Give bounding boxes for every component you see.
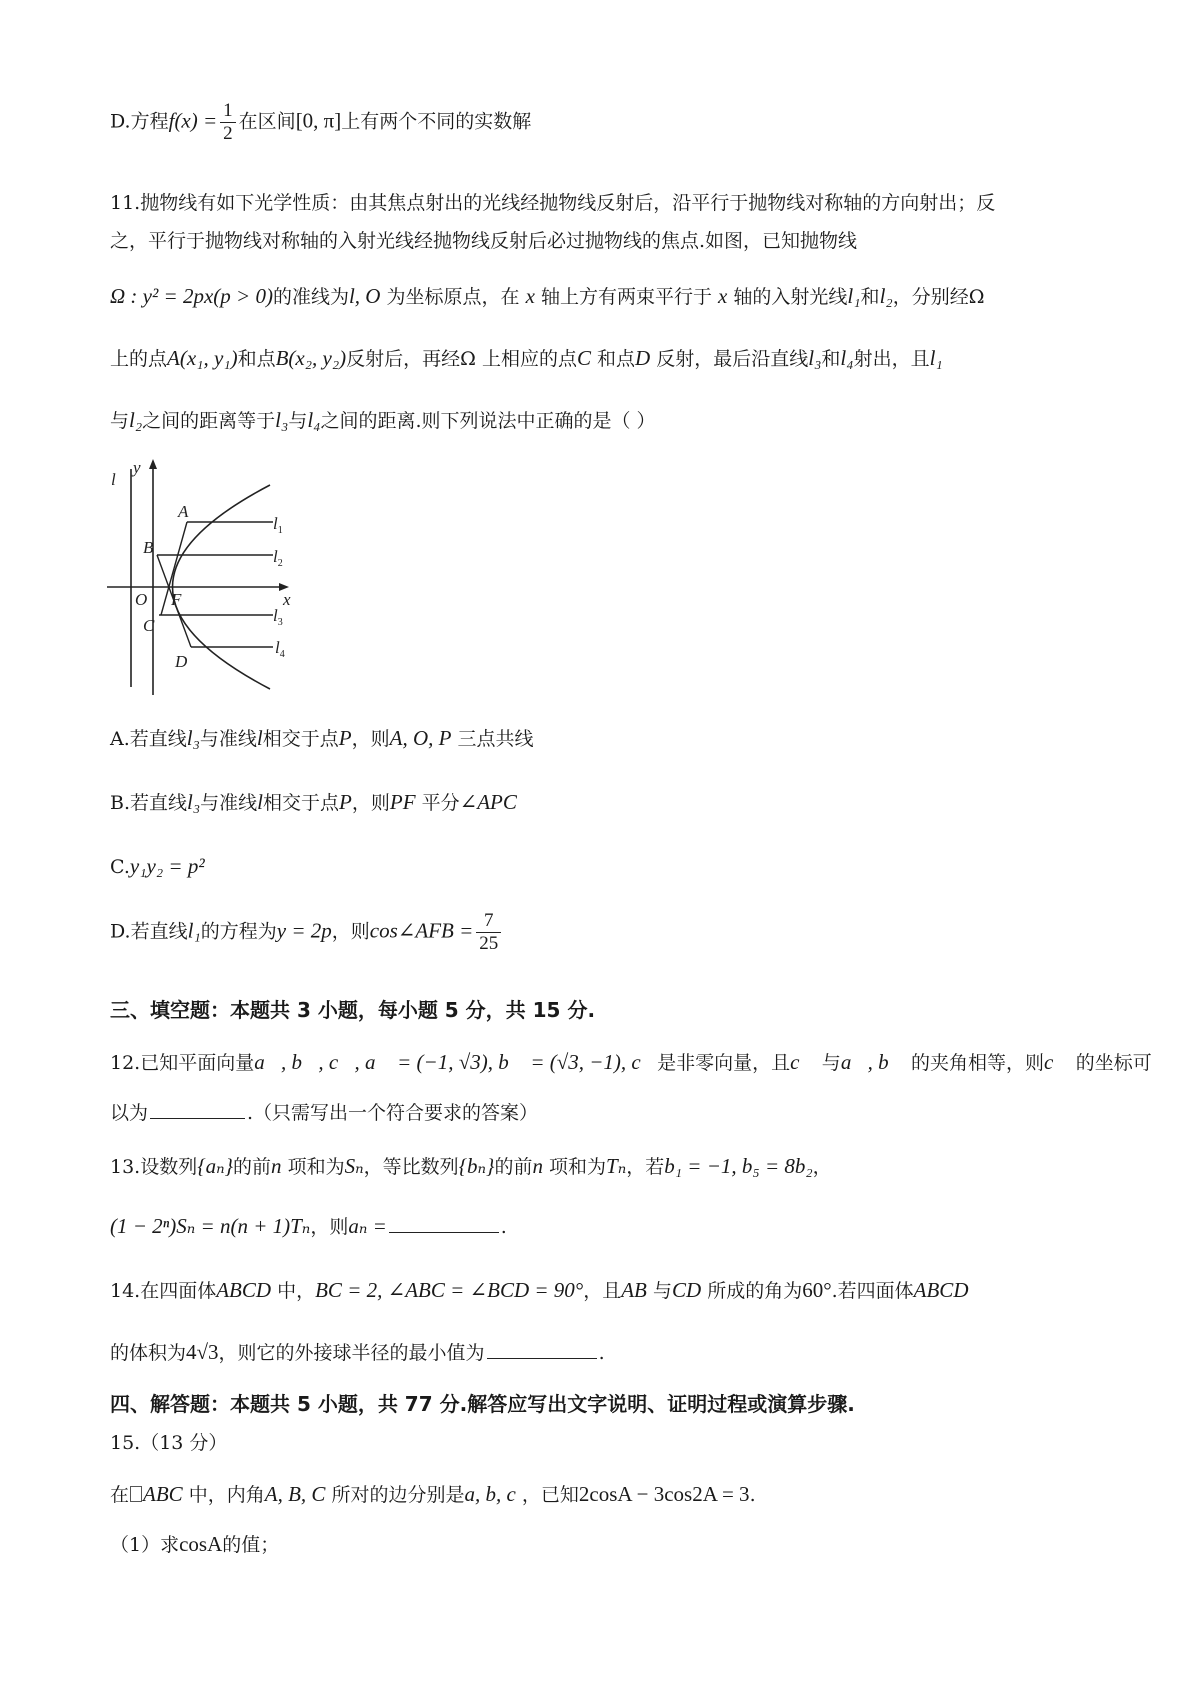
math: A, O, P	[389, 726, 452, 750]
text: ，则它的外接球半径的最小值为	[218, 1342, 485, 1364]
math: l₃	[275, 408, 289, 432]
text: ，若	[626, 1156, 665, 1178]
math: l₄	[307, 408, 321, 432]
text: ，分别经Ω	[892, 286, 985, 308]
triangle-symbol-placeholder	[130, 1486, 142, 1502]
q15-header: 15.（13 分）	[110, 1432, 228, 1454]
math: D	[635, 346, 651, 370]
text: 与	[821, 1052, 841, 1074]
text: 的夹角相等，则	[911, 1052, 1045, 1074]
text: 和点	[237, 348, 276, 370]
q11-line3	[110, 282, 1100, 311]
text: ，且	[583, 1280, 622, 1302]
math: n	[532, 1154, 543, 1178]
label-l4-main: l	[275, 638, 280, 657]
label-l2	[273, 547, 283, 569]
text: 在	[110, 1484, 130, 1506]
text: 项和为	[549, 1156, 607, 1178]
math: C	[576, 346, 591, 370]
text: 射出，且	[853, 348, 930, 370]
label-l2-sub: 2	[277, 558, 283, 569]
label-x: x	[283, 590, 291, 609]
label-y: y	[133, 458, 141, 477]
text: 的前	[494, 1156, 533, 1178]
label-l2-main: l	[273, 547, 278, 566]
text: 平分	[421, 792, 460, 814]
y-axis-arrow	[149, 459, 157, 469]
section-3-heading: 三、填空题：本题共 3 小题，每小题 5 分，共 15 分.	[110, 998, 596, 1022]
text: 上的点	[110, 348, 168, 370]
text: 13.设数列	[110, 1156, 198, 1178]
answer-blank[interactable]	[487, 1340, 597, 1359]
math: l₃	[808, 346, 822, 370]
text: 的值；	[222, 1534, 280, 1556]
math: CD	[671, 1278, 702, 1302]
math: Tₙ	[606, 1154, 627, 1178]
math: y₁y₂ = p²	[129, 854, 205, 878]
parabola-figure	[105, 455, 335, 700]
math: a⃗, b⃗	[840, 1050, 905, 1074]
text: 和	[860, 286, 880, 308]
text: 与准线	[200, 792, 258, 814]
label-l4	[275, 638, 285, 660]
q11-line4	[110, 344, 1100, 373]
math: l₁	[187, 918, 201, 943]
label-B: B	[143, 538, 154, 557]
math: Sₙ	[344, 1154, 364, 1178]
text: D.若直线	[110, 920, 188, 943]
math: a, b, c	[464, 1482, 516, 1506]
math: c⃗	[790, 1050, 816, 1074]
q14-line1	[110, 1276, 1100, 1305]
text: 在区间	[238, 110, 296, 133]
text: 14.在四面体	[110, 1280, 217, 1302]
text: 和	[821, 348, 841, 370]
fraction	[476, 910, 501, 955]
math: A, B, C	[264, 1482, 326, 1506]
text: .（只需写出一个符合要求的答案）	[247, 1102, 539, 1124]
math: cos∠AFB =	[369, 918, 474, 943]
text: 之间的距离.则下列说法中正确的是（ ）	[320, 410, 656, 432]
text: A.若直线	[110, 728, 187, 750]
text: 与	[110, 410, 130, 432]
q11-line5	[110, 406, 1100, 435]
text: .若四面体	[831, 1280, 914, 1302]
math: 2cosA − 3cos2A = 3	[578, 1482, 750, 1506]
text: 反射，最后沿直线	[656, 348, 809, 370]
denominator: 25	[479, 932, 499, 954]
q11-line2: 之，平行于抛物线对称轴的入射光线经抛物线反射后必过抛物线的焦点.如图，已知抛物线	[110, 230, 858, 252]
math: ∠APC	[459, 790, 517, 814]
math: y = 2p	[276, 918, 332, 943]
q11-option-d	[110, 910, 1100, 955]
math: {bₙ}	[458, 1154, 495, 1178]
math: P	[339, 790, 352, 814]
fraction	[220, 100, 236, 145]
text: 上有两个不同的实数解	[341, 110, 532, 133]
text: .	[749, 1484, 756, 1506]
label-l1	[273, 514, 283, 536]
math: l	[256, 726, 263, 750]
text: 与	[652, 1280, 672, 1302]
text: B.若直线	[110, 792, 188, 814]
math: 60°	[802, 1278, 832, 1302]
math: AB	[621, 1278, 647, 1302]
text: 轴的入射光线	[733, 286, 848, 308]
q11-option-c	[110, 852, 1100, 881]
text: 的方程为	[200, 920, 277, 943]
text: 的前	[233, 1156, 272, 1178]
text: 所成的角为	[707, 1280, 803, 1302]
text: 中，	[277, 1280, 316, 1302]
math: ABCD	[216, 1278, 272, 1302]
math: l₁	[847, 284, 861, 308]
text: 中，内角	[188, 1484, 265, 1506]
text: 的坐标可	[1075, 1052, 1152, 1074]
text: ，已知	[521, 1484, 579, 1506]
math: Ω : y² = 2px(p > 0)	[110, 284, 273, 308]
text: 项和为	[287, 1156, 345, 1178]
math: aₙ =	[348, 1214, 387, 1238]
numerator: 1	[220, 100, 236, 123]
text: .	[598, 1342, 605, 1364]
q11-option-a	[110, 724, 1100, 753]
label-C: C	[143, 616, 155, 635]
math: l₂	[129, 408, 143, 432]
q13-line2	[110, 1212, 1100, 1241]
math: l₁	[929, 346, 943, 370]
math: A(x₁, y₁)	[167, 346, 238, 370]
math: BC = 2, ∠ABC = ∠BCD = 90°	[315, 1278, 584, 1302]
q11-line1: 11.抛物线有如下光学性质：由其焦点射出的光线经抛物线反射后，沿平行于抛物线对称轴的方向射出；反	[110, 192, 996, 214]
math: x	[525, 284, 535, 308]
math: l, O	[348, 284, 381, 308]
math: P	[338, 726, 352, 750]
text: 反射后，再经Ω 上相应的点	[346, 348, 577, 370]
math: (1 − 2ⁿ)Sₙ = n(n + 1)Tₙ	[110, 1214, 311, 1238]
math: l₃	[187, 790, 201, 814]
math: cosA	[179, 1532, 223, 1556]
label-l: l	[111, 470, 116, 489]
label-O: O	[135, 590, 148, 609]
math: 4√3	[186, 1340, 219, 1364]
math: l₃	[186, 726, 200, 750]
text: D.方程	[110, 110, 169, 133]
numerator: 7	[476, 910, 501, 933]
answer-blank[interactable]	[389, 1214, 499, 1233]
q11-option-b	[110, 788, 1100, 817]
text: 之间的距离等于	[142, 410, 276, 432]
text: ，则	[331, 920, 370, 943]
text: 和点	[597, 348, 636, 370]
q12-line1	[110, 1048, 1152, 1077]
q14-line2	[110, 1338, 1100, 1367]
text: 为坐标原点，在	[386, 286, 520, 308]
q15-part1	[110, 1530, 1100, 1559]
q10-option-d	[110, 100, 1100, 145]
label-l1-main: l	[273, 514, 278, 533]
math: x	[718, 284, 728, 308]
math: c⃗	[1044, 1050, 1070, 1074]
text: .	[500, 1216, 507, 1238]
text: （1）求	[110, 1534, 180, 1556]
text: 与	[288, 410, 308, 432]
math: PF	[389, 790, 416, 814]
text: 的体积为	[110, 1342, 187, 1364]
text: ，则	[351, 728, 390, 750]
math: b₁ = −1, b₅ = 8b₂	[664, 1154, 813, 1178]
math: ABC	[143, 1482, 183, 1506]
math: l	[257, 790, 264, 814]
math: a⃗, b⃗, c⃗, a⃗ = (−1, √3), b⃗ = (√3, −1), c⃗	[254, 1050, 658, 1074]
text: 12.已知平面向量	[110, 1052, 255, 1074]
math: {aₙ}	[197, 1154, 234, 1178]
text: ，等比数列	[363, 1156, 459, 1178]
math: [0, π]	[295, 108, 342, 133]
math: n	[271, 1154, 282, 1178]
label-l1-sub: 1	[277, 525, 283, 536]
text: 以为	[110, 1102, 149, 1124]
text: C.	[110, 856, 130, 878]
text: 三点共线	[457, 728, 534, 750]
text: 与准线	[199, 728, 257, 750]
label-D: D	[175, 652, 188, 671]
text: ，则	[351, 792, 390, 814]
denominator: 2	[223, 122, 233, 144]
answer-blank[interactable]	[150, 1100, 245, 1119]
label-l3	[273, 606, 283, 628]
label-A: A	[178, 502, 189, 521]
q15-line1	[110, 1480, 1100, 1509]
label-l3-sub: 3	[277, 617, 283, 628]
text: 相交于点	[263, 792, 340, 814]
math: B(x₂, y₂)	[275, 346, 347, 370]
text: 轴上方有两束平行于	[540, 286, 712, 308]
math: ABCD	[913, 1278, 969, 1302]
label-l3-main: l	[273, 606, 278, 625]
q13-line1	[110, 1152, 1100, 1181]
text: 所对的边分别是	[331, 1484, 465, 1506]
text: 的准线为	[272, 286, 349, 308]
math: l₄	[840, 346, 854, 370]
label-F: F	[171, 590, 182, 609]
text: 相交于点	[262, 728, 339, 750]
math: f(x) =	[168, 108, 218, 133]
text: 是非零向量，且	[657, 1052, 791, 1074]
label-l4-sub: 4	[279, 649, 285, 660]
math: l₂	[879, 284, 893, 308]
q12-line2	[110, 1100, 1100, 1127]
text: ，	[812, 1156, 832, 1178]
section-4-heading: 四、解答题：本题共 5 小题，共 77 分.解答应写出文字说明、证明过程或演算步骤.	[110, 1392, 855, 1416]
text: ，则	[310, 1216, 349, 1238]
